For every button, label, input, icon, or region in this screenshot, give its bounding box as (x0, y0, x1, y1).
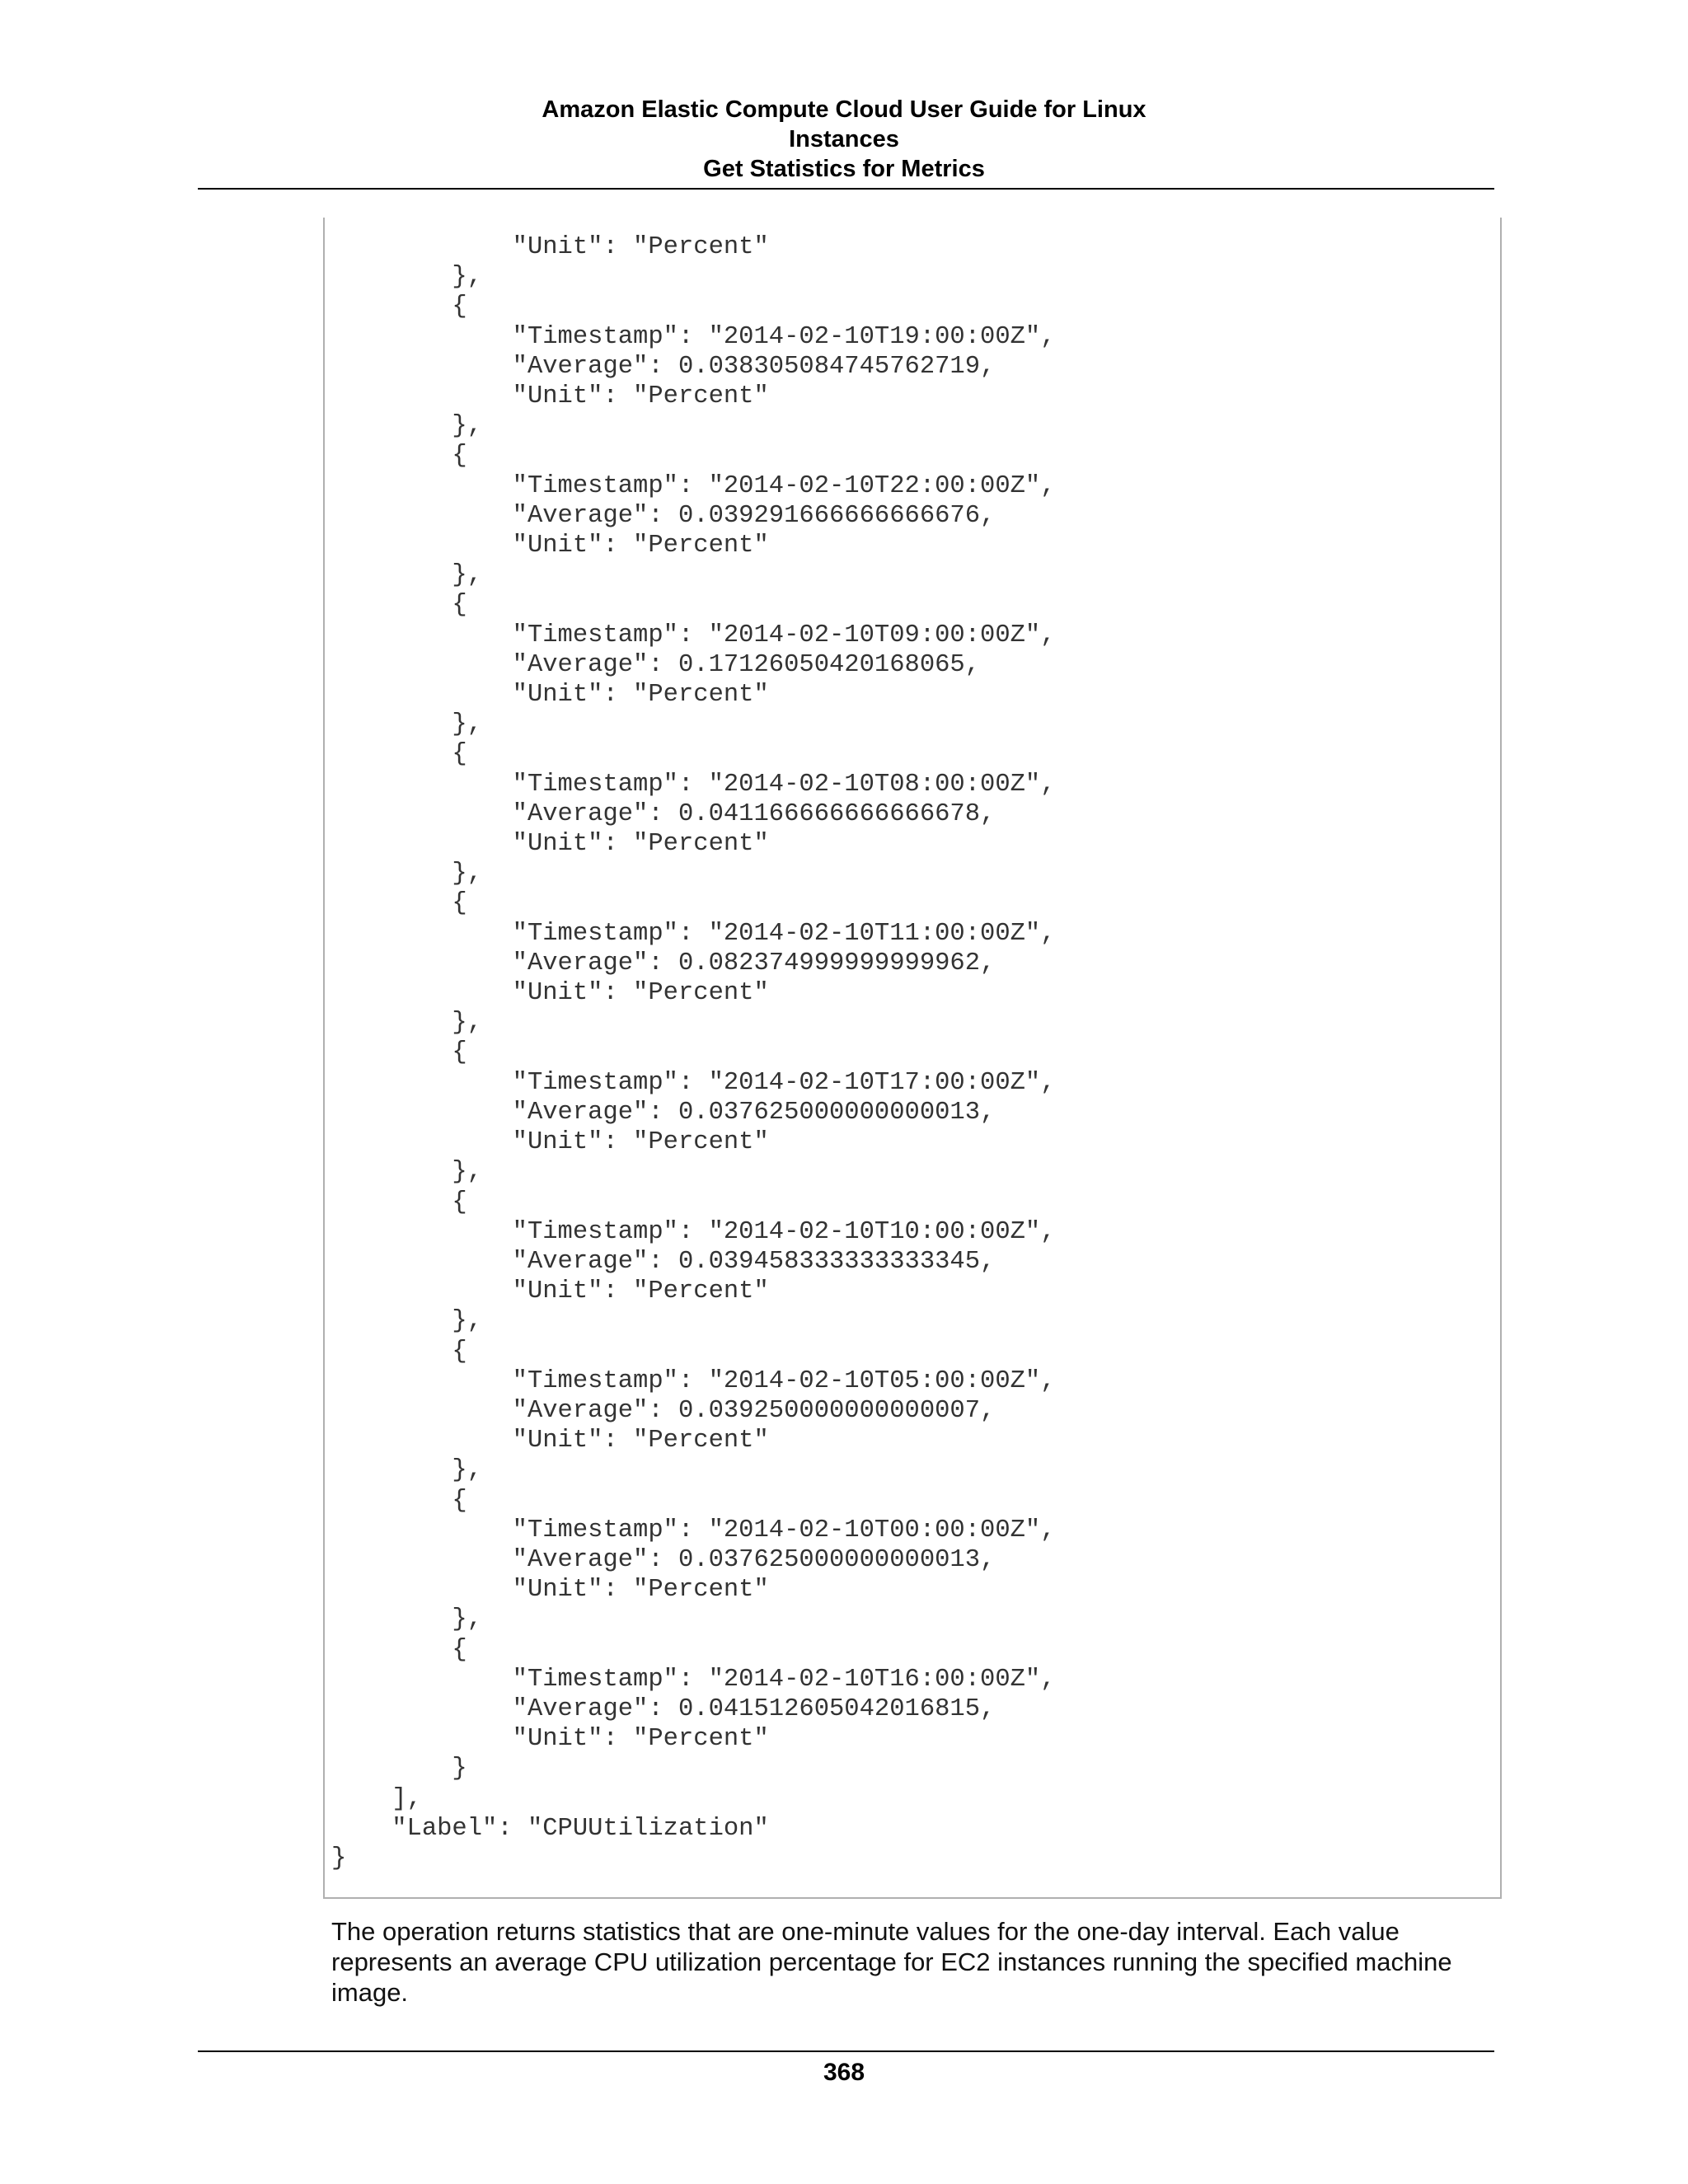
code-line: "Unit": "Percent" (331, 382, 769, 411)
code-line: }, (331, 1456, 483, 1485)
body-paragraph: The operation returns statistics that are one-minute values for the one-day interval. Each value represents an average CPU utilization percentage for EC2 instances running the specified machine image. (331, 1917, 1452, 2007)
code-line: "Timestamp": "2014-02-10T05:00:00Z", (331, 1366, 1056, 1395)
code-line: "Unit": "Percent" (331, 681, 769, 710)
code-line: "Average": 0.038305084745762719, (331, 352, 996, 381)
code-line: "Unit": "Percent" (331, 830, 769, 859)
code-line: }, (331, 1605, 483, 1634)
code-line: ], (331, 1784, 422, 1813)
code-block (331, 232, 1056, 1873)
code-line: "Timestamp": "2014-02-10T17:00:00Z", (331, 1068, 1056, 1097)
code-line: "Label": "CPUUtilization" (331, 1814, 769, 1843)
code-line: }, (331, 1158, 483, 1187)
code-line: "Unit": "Percent" (331, 1427, 769, 1455)
code-line: "Unit": "Percent" (331, 1725, 769, 1754)
code-line: { (331, 442, 467, 471)
code-line: }, (331, 710, 483, 739)
code-line: "Unit": "Percent" (331, 1128, 769, 1157)
code-line: { (331, 1337, 467, 1366)
code-line: "Timestamp": "2014-02-10T10:00:00Z", (331, 1217, 1056, 1246)
code-line: "Average": 0.037625000000000013, (331, 1545, 996, 1574)
code-line: "Timestamp": "2014-02-10T19:00:00Z", (331, 322, 1056, 351)
document-subtitle: Instances (789, 126, 899, 152)
code-line: "Unit": "Percent" (331, 233, 769, 261)
code-line: { (331, 1188, 467, 1216)
code-line: { (331, 293, 467, 321)
code-line: }, (331, 860, 483, 888)
code-line: }, (331, 412, 483, 441)
code-line: "Average": 0.037625000000000013, (331, 1098, 996, 1127)
code-line: "Unit": "Percent" (331, 979, 769, 1008)
code-line: }, (331, 1009, 483, 1038)
code-line: "Timestamp": "2014-02-10T09:00:00Z", (331, 621, 1056, 649)
code-line: "Unit": "Percent" (331, 532, 769, 560)
code-line: "Timestamp": "2014-02-10T16:00:00Z", (331, 1665, 1056, 1694)
code-line: "Average": 0.039250000000000007, (331, 1396, 996, 1425)
header-divider (198, 188, 1494, 190)
code-line: "Average": 0.082374999999999962, (331, 949, 996, 977)
code-line: { (331, 1635, 467, 1664)
code-line: "Average": 0.039291666666666676, (331, 501, 996, 530)
code-line: "Timestamp": "2014-02-10T00:00:00Z", (331, 1516, 1056, 1544)
code-line: { (331, 740, 467, 769)
page-number: 368 (823, 2059, 865, 2086)
code-line: "Unit": "Percent" (331, 1277, 769, 1306)
footer-divider (198, 2050, 1494, 2052)
code-line: { (331, 591, 467, 620)
code-line: "Average": 0.17126050420168065, (331, 650, 981, 679)
code-line: { (331, 1486, 467, 1515)
code-line: "Unit": "Percent" (331, 1576, 769, 1605)
code-line: "Timestamp": "2014-02-10T08:00:00Z", (331, 770, 1056, 799)
code-line: "Average": 0.039458333333333345, (331, 1247, 996, 1276)
code-line: "Timestamp": "2014-02-10T22:00:00Z", (331, 471, 1056, 500)
document-title: Amazon Elastic Compute Cloud User Guide for Linux (542, 96, 1146, 123)
code-line: "Average": 0.041166666666666678, (331, 799, 996, 828)
section-title: Get Statistics for Metrics (703, 156, 985, 182)
code-line: { (331, 889, 467, 918)
code-line: }, (331, 561, 483, 590)
code-line: "Average": 0.041512605042016815, (331, 1694, 996, 1723)
code-line: } (331, 1844, 347, 1872)
code-line: }, (331, 1307, 483, 1336)
code-line: }, (331, 263, 483, 292)
code-line: "Timestamp": "2014-02-10T11:00:00Z", (331, 919, 1056, 948)
page-header (0, 95, 1688, 184)
code-line: { (331, 1038, 467, 1067)
code-line: } (331, 1755, 467, 1783)
